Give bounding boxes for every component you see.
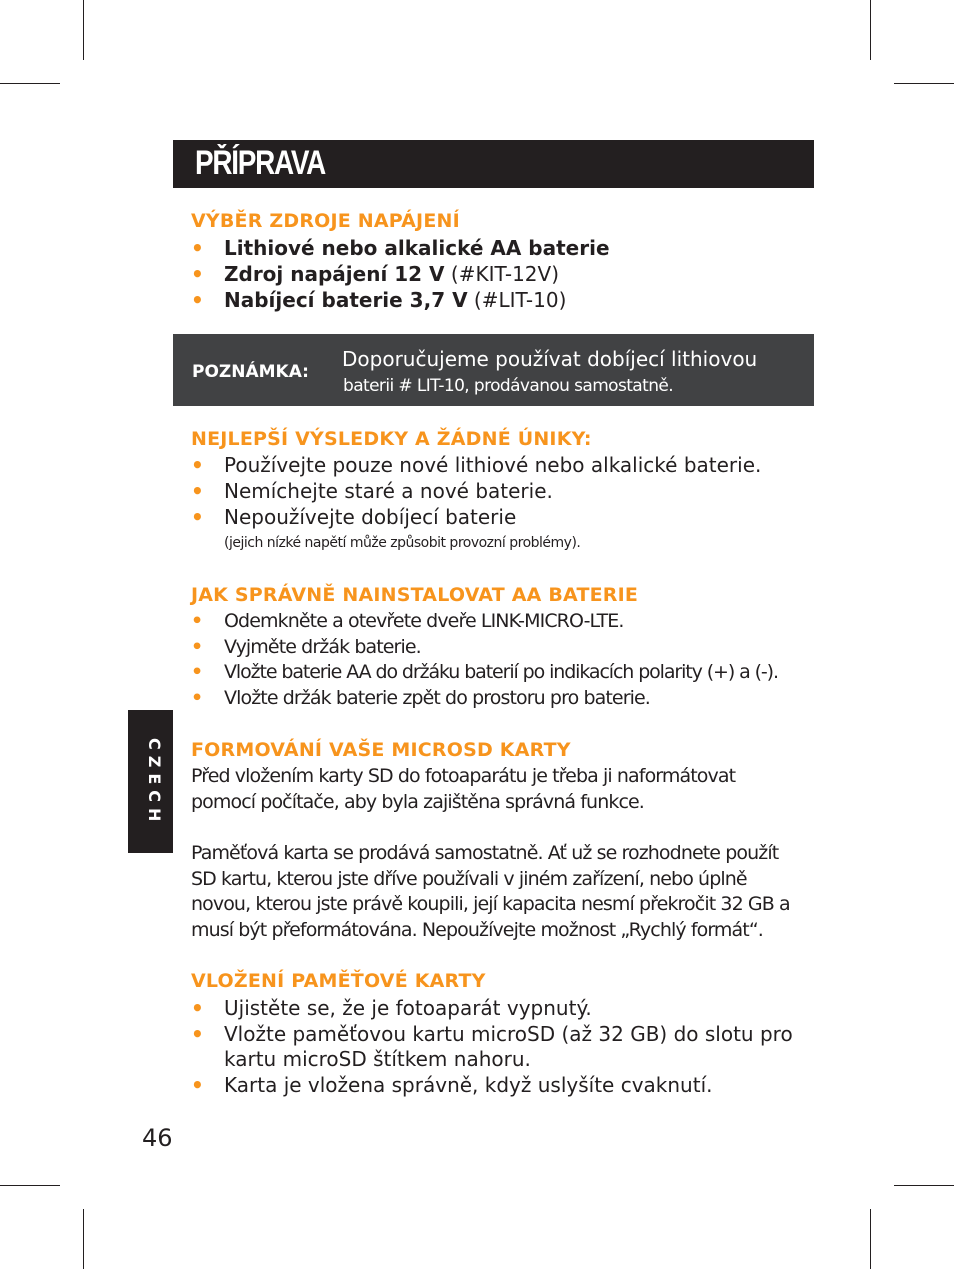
item-subnote: (jejich nízké napětí může způsobit provozní problémy). xyxy=(224,535,581,551)
item-bold: Lithiové nebo alkalické AA baterie xyxy=(224,236,610,260)
item-text: Používejte pouze nové lithiové nebo alkalické baterie. xyxy=(224,453,762,477)
note-box xyxy=(173,334,814,406)
paragraph xyxy=(191,841,811,943)
bullet: • xyxy=(191,661,203,683)
bullet: • xyxy=(191,610,203,632)
item-code: (#LIT-10) xyxy=(467,288,567,312)
section-heading-power-source: VÝBĚR ZDROJE NAPÁJENÍ xyxy=(191,210,460,232)
paragraph-line: novou, kterou jste právě koupili, její kapacita nesmí překročit 32 GB a xyxy=(191,893,790,916)
section-heading-install-batteries: JAK SPRÁVNĚ NAINSTALOVAT AA BATERIE xyxy=(191,584,639,606)
crop-mark xyxy=(870,0,871,60)
paragraph-line: SD kartu, kterou jste dříve používali v jiném zařízení, nebo úplně xyxy=(191,867,747,890)
page-title: PŘÍPRAVA xyxy=(195,144,326,182)
crop-mark xyxy=(83,1209,84,1269)
item-bold: Zdroj napájení 12 V xyxy=(224,262,445,286)
bullet: • xyxy=(191,453,204,477)
title-bar xyxy=(173,140,814,188)
section-heading-insert-card: VLOŽENÍ PAMĚŤOVÉ KARTY xyxy=(191,970,486,992)
item-text: kartu microSD štítkem nahoru. xyxy=(224,1047,531,1071)
item-code: (#KIT-12V) xyxy=(444,262,560,286)
item-text: Vložte držák baterie zpět do prostoru pro baterie. xyxy=(224,687,650,709)
item-text: Odemkněte a otevřete dveře LINK-MICRO-LTE. xyxy=(224,610,624,632)
paragraph-line: musí být přeformátována. Nepoužívejte možnost „Rychlý formát“. xyxy=(191,918,763,941)
bullet: • xyxy=(191,288,204,312)
crop-mark xyxy=(894,1185,954,1186)
item-bold: Nabíjecí baterie 3,7 V xyxy=(224,288,468,312)
bullet: • xyxy=(191,687,203,709)
page-number: 46 xyxy=(142,1124,173,1152)
item-text: Ujistěte se, že je fotoaparát vypnutý. xyxy=(224,996,592,1020)
language-label: CZECH xyxy=(145,738,164,828)
bullet: • xyxy=(191,236,204,260)
bullet: • xyxy=(191,262,204,286)
bullet: • xyxy=(191,1073,204,1097)
crop-mark xyxy=(0,1185,60,1186)
crop-mark xyxy=(83,0,84,60)
item-text: Nemíchejte staré a nové baterie. xyxy=(224,479,553,503)
language-tab xyxy=(128,710,173,853)
note-text-line: Doporučujeme používat dobíjecí lithiovou xyxy=(342,347,758,371)
item-text: Nepoužívejte dobíjecí baterie xyxy=(224,505,517,529)
section-heading-format-card: FORMOVÁNÍ VAŠE MICROSD KARTY xyxy=(191,739,571,761)
item-text: Karta je vložena správně, když uslyšíte cvaknutí. xyxy=(224,1073,713,1097)
note-label: POZNÁMKA: xyxy=(192,362,309,382)
paragraph-line: Před vložením karty SD do fotoaparátu je třeba ji naformátovat xyxy=(191,765,736,787)
paragraph-line: pomocí počítače, aby byla zajištěna správná funkce. xyxy=(191,790,644,813)
item-text: Vyjměte držák baterie. xyxy=(224,636,421,658)
crop-mark xyxy=(0,83,60,84)
bullet: • xyxy=(191,505,204,529)
paragraph xyxy=(191,764,811,815)
bullet: • xyxy=(191,996,204,1020)
bullet: • xyxy=(191,636,203,658)
item-text: Vložte paměťovou kartu microSD (až 32 GB) do slotu pro xyxy=(224,1022,793,1046)
item-text: Vložte baterie AA do držáku baterií po indikacích polarity (+) a (-). xyxy=(224,661,778,683)
paragraph-line: Paměťová karta se prodává samostatně. Ať už se rozhodnete použít xyxy=(191,842,779,864)
section-heading-best-results: NEJLEPŠÍ VÝSLEDKY A ŽÁDNÉ ÚNIKY: xyxy=(191,428,592,450)
crop-mark xyxy=(894,83,954,84)
bullet: • xyxy=(191,1022,204,1046)
crop-mark xyxy=(870,1209,871,1269)
bullet: • xyxy=(191,479,204,503)
note-text-line: baterii # LIT-10, prodávanou samostatně. xyxy=(343,376,674,396)
